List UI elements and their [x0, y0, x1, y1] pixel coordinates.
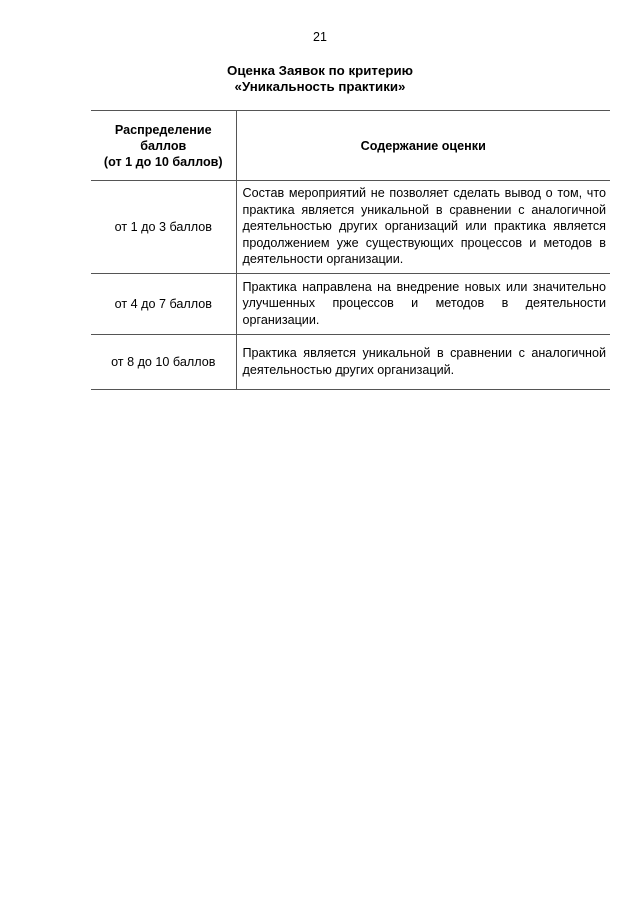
table-row — [91, 274, 610, 335]
evaluation-description-cell: Практика направлена на внедрение новых или значительно улучшенных процессов и методов в деятельности организации. — [236, 274, 610, 335]
score-range-cell: от 4 до 7 баллов — [91, 274, 236, 335]
document-title-line-2: «Уникальность практики» — [234, 79, 406, 94]
column-header-evaluation-content: Содержание оценки — [236, 111, 610, 181]
evaluation-description-cell: Состав мероприятий не позволяет сделать вывод о том, что практика является уникальной в сравнении с аналогичной деятельностью других организаций или практика является продолжением уже существующих процессов и методов в деятельности организации. — [236, 181, 610, 274]
evaluation-description-cell: Практика является уникальной в сравнении с аналогичной деятельностью других организаций. — [236, 335, 610, 390]
evaluation-criteria-table — [91, 110, 610, 390]
table-header-row — [91, 111, 610, 181]
table-row — [91, 181, 610, 274]
column-header-score-distribution — [91, 111, 236, 181]
document-title-line-1: Оценка Заявок по критерию — [226, 63, 413, 78]
score-range-cell: от 8 до 10 баллов — [91, 335, 236, 390]
page-number: 21 — [313, 30, 327, 44]
score-header-line-1: Распределение — [114, 122, 212, 137]
score-header-line-2: баллов — [140, 138, 187, 153]
score-header-line-3: (от 1 до 10 баллов) — [103, 154, 223, 169]
document-title — [0, 63, 640, 95]
table-row — [91, 335, 610, 390]
score-range-cell: от 1 до 3 баллов — [91, 181, 236, 274]
